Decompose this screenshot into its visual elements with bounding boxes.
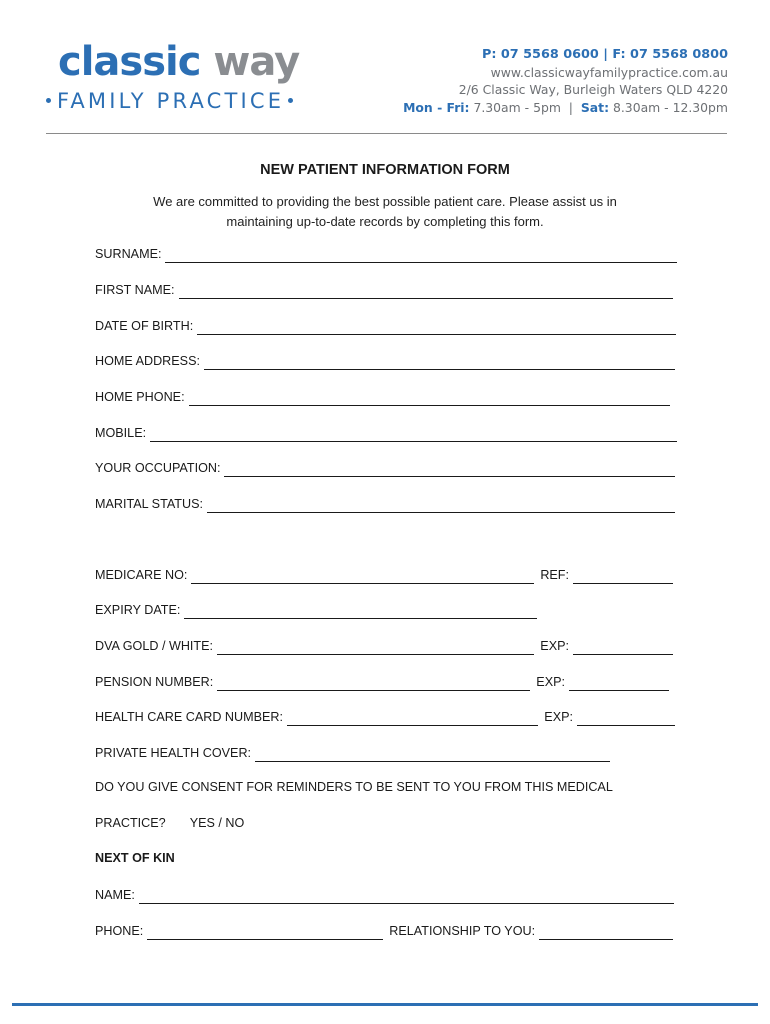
home-phone-label: HOME PHONE: — [95, 390, 185, 404]
dva-exp-input[interactable] — [573, 639, 673, 655]
logo-word-way: way — [213, 39, 300, 85]
form-title: NEW PATIENT INFORMATION FORM — [260, 162, 510, 178]
home-address-label: HOME ADDRESS: — [95, 354, 200, 368]
first-name-input[interactable] — [179, 283, 673, 299]
pension-exp-input[interactable] — [569, 675, 669, 691]
occupation-label: YOUR OCCUPATION: — [95, 461, 221, 475]
occupation-field — [95, 457, 675, 477]
mobile-label: MOBILE: — [95, 426, 147, 440]
nok-phone-label: PHONE: — [95, 924, 144, 938]
letterhead — [0, 0, 770, 140]
dob-label: DATE OF BIRTH: — [95, 319, 194, 333]
nok-phone-field — [95, 920, 673, 940]
form-intro: We are committed to providing the best possible patient care. Please assist us in maintaining up-to-date records by completing this form. — [153, 194, 617, 229]
first-name-field — [95, 279, 673, 299]
dva-input[interactable] — [217, 639, 534, 655]
health-care-field — [95, 706, 675, 726]
phone-fax: P: 07 5568 0600 | F: 07 5568 0800 — [481, 47, 728, 62]
next-of-kin-heading: NEXT OF KIN — [95, 851, 175, 865]
dob-field — [95, 315, 676, 335]
nok-relationship-input[interactable] — [539, 924, 673, 940]
health-care-exp-input[interactable] — [577, 710, 675, 726]
expiry-date-input[interactable] — [184, 603, 537, 619]
nok-name-input[interactable] — [139, 888, 674, 904]
logo-dot-left-icon — [46, 98, 51, 103]
surname-input[interactable] — [165, 247, 677, 263]
medicare-ref-label: REF: — [540, 568, 569, 582]
mobile-field — [95, 422, 677, 442]
medicare-label: MEDICARE NO: — [95, 568, 188, 582]
consent-question-end: PRACTICE? — [95, 816, 166, 830]
consent-yes-no-option[interactable]: YES / NO — [189, 816, 245, 830]
mobile-input[interactable] — [150, 426, 677, 442]
consent-question-cont — [95, 816, 244, 830]
health-care-label: HEALTH CARE CARD NUMBER: — [95, 710, 283, 724]
marital-status-input[interactable] — [207, 497, 675, 513]
medicare-input[interactable] — [191, 568, 534, 584]
logo-dot-right-icon — [288, 98, 293, 103]
marital-status-label: MARITAL STATUS: — [95, 497, 203, 511]
home-address-input[interactable] — [204, 354, 675, 370]
health-care-input[interactable] — [287, 710, 538, 726]
home-phone-field — [95, 386, 670, 406]
nok-phone-input[interactable] — [147, 924, 383, 940]
medicare-field — [95, 564, 673, 584]
nok-relationship-label: RELATIONSHIP TO YOU: — [389, 924, 536, 938]
contact-block — [403, 46, 728, 116]
surname-label: SURNAME: — [95, 247, 162, 261]
medicare-ref-input[interactable] — [573, 568, 673, 584]
dva-exp-label: EXP: — [540, 639, 569, 653]
nok-name-field — [95, 884, 674, 904]
logo-word-classic: classic — [58, 39, 201, 85]
pension-input[interactable] — [217, 675, 530, 691]
nok-name-label: NAME: — [95, 888, 135, 902]
logo-subtitle: FAMILY PRACTICE — [57, 89, 285, 113]
surname-field — [95, 243, 677, 263]
private-health-input[interactable] — [255, 746, 610, 762]
expiry-date-field — [95, 599, 537, 619]
website: www.classicwayfamilypractice.com.au — [490, 64, 728, 80]
health-care-exp-label: EXP: — [544, 710, 573, 724]
expiry-date-label: EXPIRY DATE: — [95, 603, 181, 617]
marital-status-field — [95, 493, 675, 513]
dob-input[interactable] — [197, 319, 676, 335]
footer-divider — [12, 1003, 758, 1006]
home-address-field — [95, 350, 675, 370]
consent-question: DO YOU GIVE CONSENT FOR REMINDERS TO BE SENT TO YOU FROM THIS MEDICAL — [95, 780, 613, 794]
occupation-input[interactable] — [224, 461, 675, 477]
address: 2/6 Classic Way, Burleigh Waters QLD 4220 — [458, 82, 728, 97]
pension-field — [95, 671, 669, 691]
pension-exp-label: EXP: — [536, 675, 565, 689]
pension-label: PENSION NUMBER: — [95, 675, 214, 689]
header-divider — [46, 133, 727, 134]
dva-field — [95, 635, 673, 655]
private-health-field — [95, 742, 610, 762]
practice-logo — [46, 38, 366, 118]
dva-label: DVA GOLD / WHITE: — [95, 639, 214, 653]
first-name-label: FIRST NAME: — [95, 283, 175, 297]
private-health-label: PRIVATE HEALTH COVER: — [95, 746, 252, 760]
opening-hours: Mon - Fri: 7.30am - 5pm | Sat: 8.30am - 12.30pm — [403, 99, 728, 115]
home-phone-input[interactable] — [189, 390, 670, 406]
